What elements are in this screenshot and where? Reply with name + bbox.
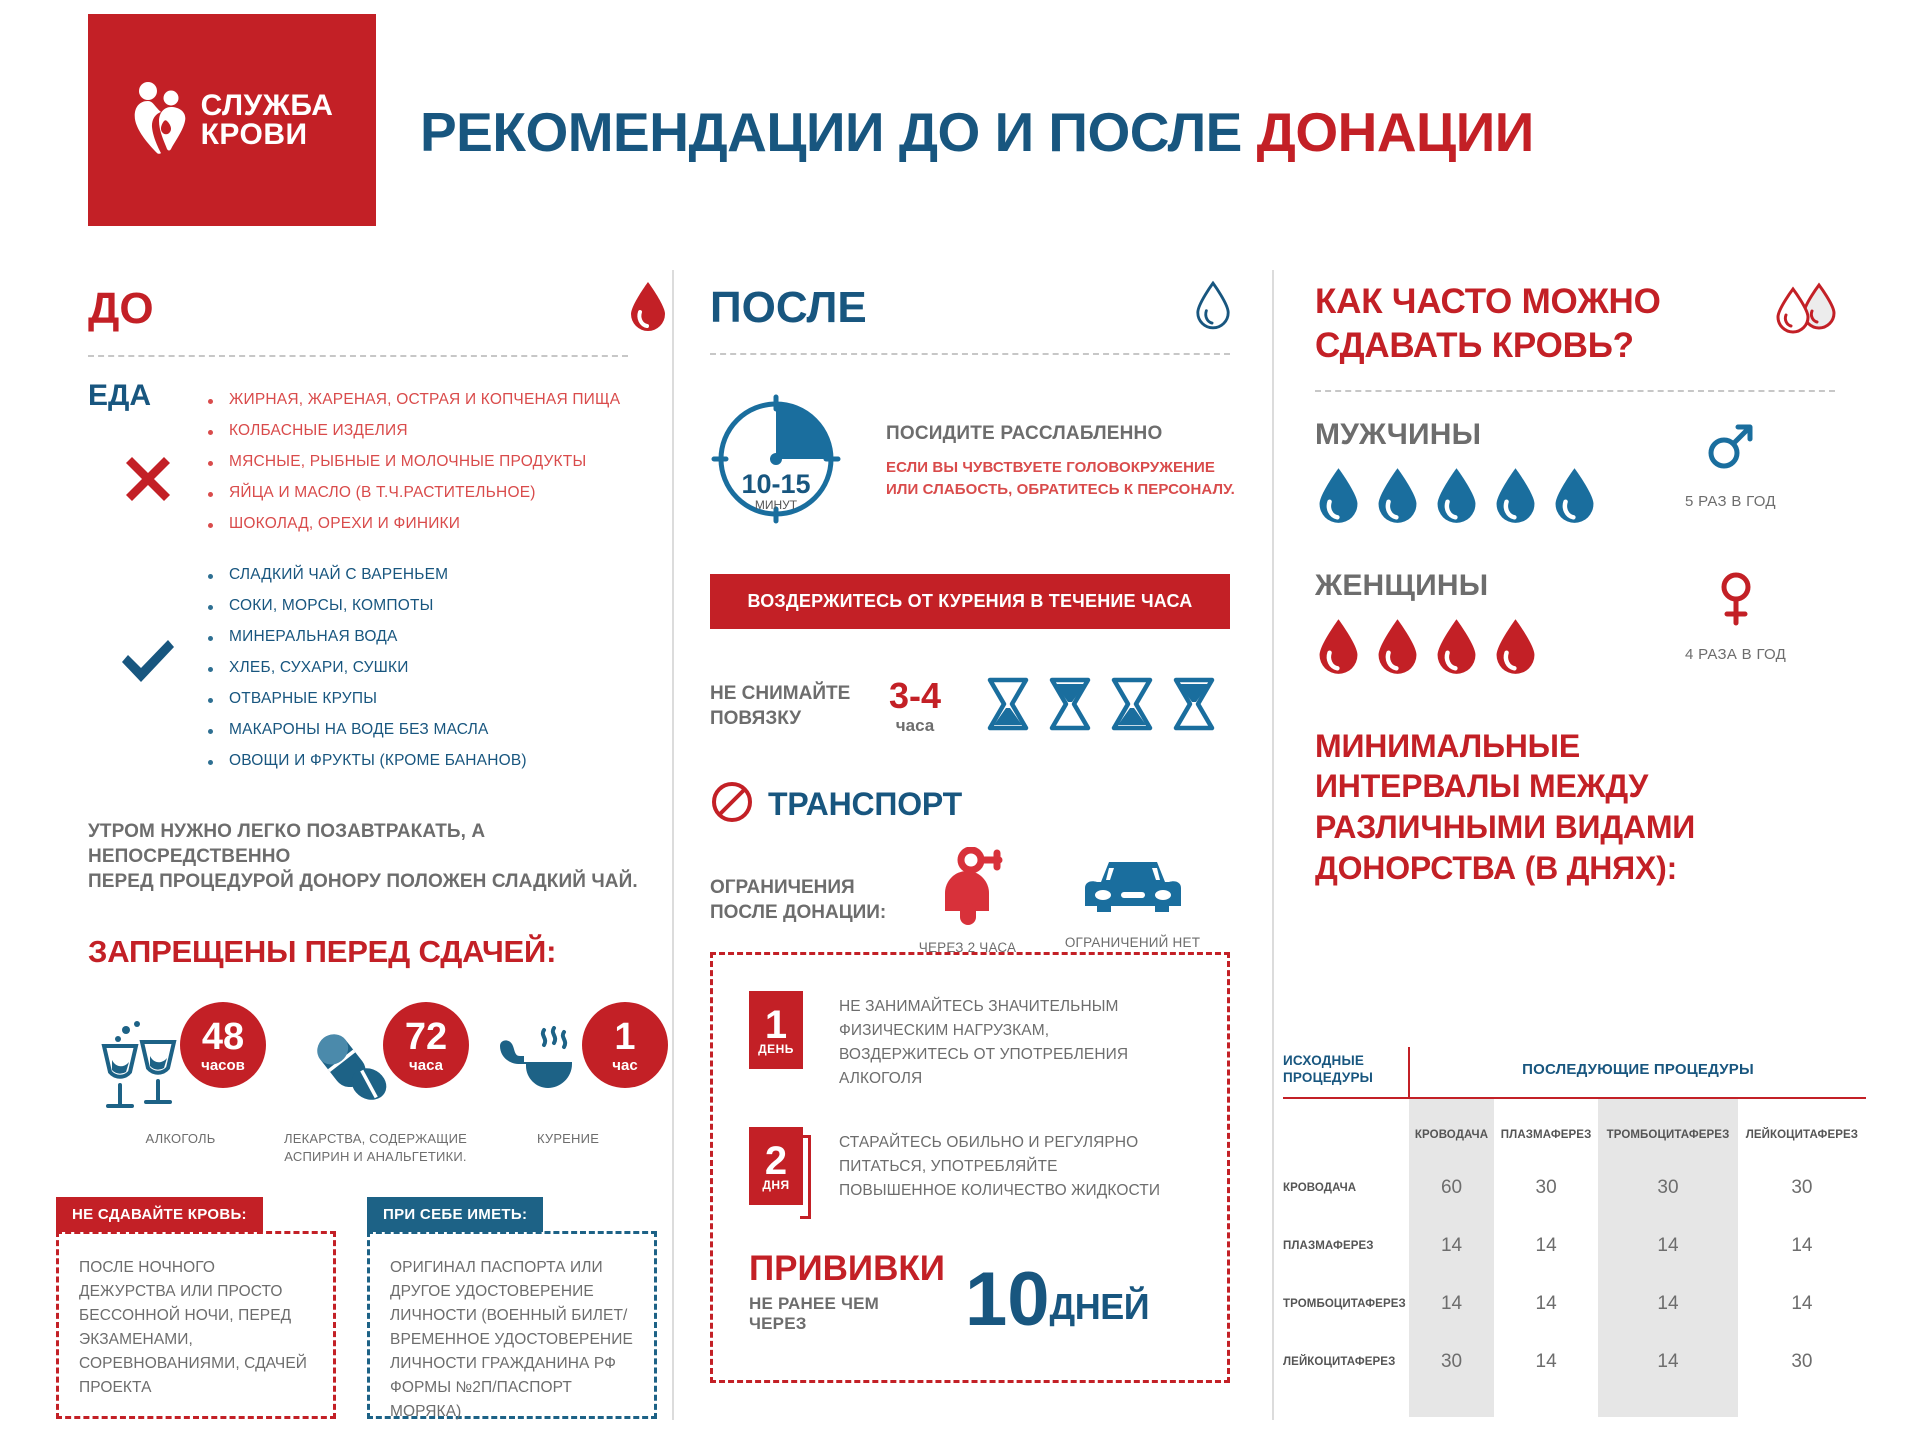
breakfast-note [88,819,688,894]
hourglass-icon [1048,677,1092,736]
before-column [88,280,688,1165]
list-item-label: СЛАДКИЙ ЧАЙ С ВАРЕНЬЕМ [229,566,449,583]
scooter-icon [890,847,1045,934]
spacer-cell [1738,1391,1866,1417]
rest-subtext [886,457,1235,501]
women-drops [1315,617,1685,680]
table-subheader-row [1283,1098,1866,1159]
table-row [1283,1159,1866,1217]
row-header: ТРОМБОЦИТАФЕРЕЗ [1283,1297,1406,1310]
dont-donate-card [56,1197,336,1419]
list-item-label: ОТВАРНЫЕ КРУПЫ [229,690,378,707]
banned-caption: КУРЕНИЕ [536,1131,600,1147]
table-cell: 14 [1791,1234,1813,1256]
bullet-dot [208,430,213,435]
women-frequency-row [1315,569,1845,680]
transport-header [710,780,1250,829]
hourglass-icon [1172,677,1216,736]
table-cell: 14 [1598,1333,1738,1391]
vehicle-caption: ЧЕРЕЗ 2 ЧАСА [918,940,1017,955]
blood-drop-icon [1315,466,1362,529]
table-cell: 30 [1598,1159,1738,1217]
vaccine-days-unit: ДНЕЙ [1049,1286,1150,1328]
female-symbol-icon [1685,571,1786,632]
male-symbol-icon [1685,420,1776,477]
dont-donate-text: ПОСЛЕ НОЧНОГО ДЕЖУРСТВА ИЛИ ПРОСТО БЕССОННОЙ НОЧИ, ПЕРЕД ЭКЗАМЕНАМИ, СОРЕВНОВАНИЯМИ, СДАЧЕЙ ПРОЕКТА [56,1231,336,1419]
column-header-krovodacha: КРОВОДАЧА [1409,1098,1494,1159]
bring-with-you-text: ОРИГИНАЛ ПАСПОРТА ИЛИ ДРУГОЕ УДОСТОВЕРЕНИЕ ЛИЧНОСТИ (ВОЕННЫЙ БИЛЕТ/ ВРЕМЕННОЕ УДОСТОВЕРЕНИЕ ЛИЧНОСТИ ГРАЖДАНИНА РФ ФОРМЫ №2П/ПАСПОРТ МОРЯКА) [367,1231,657,1419]
banned-unit: часа [409,1056,443,1074]
blood-drop-outline-icon [1194,280,1232,335]
blood-drop-icon [1374,617,1421,680]
table-cell: 60 [1409,1159,1494,1217]
after-divider [710,353,1230,355]
hourglass-icon [1110,677,1154,736]
day-1-text: НЕ ЗАНИМАЙТЕСЬ ЗНАЧИТЕЛЬНЫМ ФИЗИЧЕСКИМ НАГРУЗКАМ, ВОЗДЕРЖИТЕСЬ ОТ УПОТРЕБЛЕНИЯ АЛКОГОЛЯ [839,998,1129,1088]
table-cell: 14 [1535,1234,1557,1256]
breakfast-note-line1: УТРОМ НУЖНО ЛЕГКО ПОЗАВТРАКАТЬ, А НЕПОСРЕДСТВЕННО [88,821,486,868]
men-label: МУЖЧИНЫ [1315,417,1482,451]
list-item-label: МЯСНЫЕ, РЫБНЫЕ И МОЛОЧНЫЕ ПРОДУКТЫ [229,453,587,470]
breakfast-note-line2: ПЕРЕД ПРОЦЕДУРОЙ ДОНОРУ ПОЛОЖЕН СЛАДКИЙ ЧАЙ. [88,871,638,893]
day-badge-unit: ДЕНЬ [758,1042,794,1056]
pills-icon [309,1030,393,1113]
bandage-label-line2: ПОВЯЗКУ [710,707,802,729]
spacer-cell [1494,1391,1598,1417]
list-item-label: ОВОЩИ И ФРУКТЫ (КРОМЕ БАНАНОВ) [229,752,527,769]
bullet-dot [208,729,213,734]
banned-badge-medication [383,1002,469,1088]
svg-text:10-15: 10-15 [741,469,811,499]
bandage-hours-unit: часа [895,715,935,735]
no-entry-icon [710,780,754,829]
banned-item-alcohol [88,1002,273,1148]
transport-subtitle-line2: ПОСЛЕ ДОНАЦИИ: [710,902,887,923]
women-label: ЖЕНЩИНЫ [1315,568,1489,602]
check-icon [119,638,177,689]
list-item [208,422,620,440]
list-item [208,566,527,584]
banned-section-title: ЗАПРЕЩЕНЫ ПЕРЕД СДАЧЕЙ: [88,934,557,970]
spacer-cell [1409,1391,1494,1417]
blood-drop-icon [1374,466,1421,529]
table-cell: 30 [1791,1350,1813,1372]
svg-text:МИНУТ: МИНУТ [754,498,798,512]
list-item [208,628,527,646]
row-header-title-line1: ИСХОДНЫЕ [1283,1053,1365,1068]
list-item-label: МАКАРОНЫ НА ВОДЕ БЕЗ МАСЛА [229,721,489,738]
table-cell: 14 [1409,1275,1494,1333]
blood-drop-icon [1551,466,1598,529]
bandage-label [710,682,860,731]
transport-row [710,847,1250,955]
vaccine-days-number: 10 [965,1256,1050,1342]
rest-subtext-line2: ИЛИ СЛАБОСТЬ, ОБРАТИТЕСЬ К ПЕРСОНАЛУ. [886,480,1235,498]
vehicle-caption: ОГРАНИЧЕНИЙ НЕТ [1064,935,1201,950]
list-item [208,752,527,770]
blood-service-logo-icon [131,79,193,162]
bullet-dot [208,760,213,765]
list-item-label: ЖИРНАЯ, ЖАРЕНАЯ, ОСТРАЯ И КОПЧЕНАЯ ПИЩА [229,391,621,408]
logo-box [88,14,376,226]
banned-item-smoking [478,1002,658,1148]
day-badge-number: 1 [764,1003,788,1047]
frequency-heading-line2: СДАВАТЬ КРОВЬ? [1315,325,1634,365]
blood-drop-icon [1315,617,1362,680]
bandage-row [710,674,1250,736]
day-badge-1 [749,991,803,1069]
spacer-cell [1283,1391,1409,1417]
bullet-dot [208,461,213,466]
before-divider [88,355,628,357]
table-cell: 30 [1409,1333,1494,1391]
table-cell: 14 [1598,1217,1738,1275]
rest-row [710,393,1250,530]
food-label: ЕДА [88,379,152,412]
bullet-dot [208,399,213,404]
list-item [208,515,620,533]
smoking-pipe-icon [496,1026,582,1101]
banned-badge-smoking [582,1002,668,1088]
hourglass-group [986,677,1216,736]
banned-unit: час [612,1056,638,1074]
table-cell: 30 [1791,1176,1813,1198]
empty-corner-cell [1283,1098,1409,1159]
after-column [710,280,1250,955]
frequency-heading-line1: КАК ЧАСТО МОЖНО [1315,282,1661,321]
transport-subtitle [710,876,890,925]
blood-drop-icon [1433,617,1480,680]
clock-icon [710,393,860,530]
frequency-column [1315,280,1845,889]
women-frequency-value: 4 РАЗА В ГОД [1685,645,1787,663]
list-item-label: КОЛБАСНЫЕ ИЗДЕЛИЯ [229,422,408,439]
list-item [208,484,620,502]
cross-icon [122,453,174,510]
rest-subtext-line1: ЕСЛИ ВЫ ЧУВСТВУЕТЕ ГОЛОВОКРУЖЕНИЕ [886,458,1216,476]
banned-number: 48 [201,1015,245,1058]
transport-subtitle-line1: ОГРАНИЧЕНИЯ [710,877,855,899]
list-item-label: ШОКОЛАД, ОРЕХИ И ФИНИКИ [229,515,461,532]
bandage-label-line1: НЕ СНИМАЙТЕ [710,682,851,704]
after-heading: ПОСЛЕ [710,282,867,332]
spacer-cell [1598,1391,1738,1417]
rest-heading: ПОСИДИТЕ РАССЛАБЛЕННО [886,422,1163,444]
logo-line-1: СЛУЖБА [200,88,334,122]
day-badge-2 [749,1127,803,1205]
day-badge-unit: ДНЯ [762,1178,790,1193]
banned-caption: ЛЕКАРСТВА, СОДЕРЖАЩИЕ АСПИРИН И АНАЛЬГЕТИКИ. [283,1131,467,1164]
page-title-part1: РЕКОМЕНДАЦИИ ДО И ПОСЛЕ [420,101,1257,163]
blood-drop-icon [628,280,668,337]
bandage-hours: 3-4 [888,674,942,716]
men-frequency-value: 5 РАЗ В ГОД [1685,492,1776,510]
table-row [1283,1275,1866,1333]
allowed-food-list [208,566,527,783]
dont-donate-tag: НЕ СДАВАЙТЕ КРОВЬ: [56,1197,263,1232]
banned-item-medication [273,1002,478,1165]
logo-line-2: КРОВИ [200,118,308,151]
aftercare-day-1 [713,955,1227,1091]
page-title-part2: ДОНАЦИИ [1256,101,1534,163]
table-cell: 14 [1791,1292,1813,1314]
intervals-table-wrapper [1283,1047,1866,1417]
blood-drop-icon [1492,466,1539,529]
column-header-plazmaferez: ПЛАЗМАФЕРЕЗ [1500,1128,1592,1141]
vaccine-subtitle: НЕ РАНЕЕ ЧЕМ ЧЕРЕЗ [749,1294,879,1334]
column-header-leykocitaferez: ЛЕЙКОЦИТАФЕРЕЗ [1745,1128,1859,1141]
frequency-heading [1315,280,1661,368]
row-header: КРОВОДАЧА [1283,1181,1357,1194]
list-item-label: СОКИ, МОРСЫ, КОМПОТЫ [229,597,434,614]
bring-with-you-card [367,1197,657,1419]
row-header: ПЛАЗМАФЕРЕЗ [1283,1239,1374,1252]
aftercare-day-2 [713,1091,1227,1205]
bring-with-you-tag: ПРИ СЕБЕ ИМЕТЬ: [367,1197,543,1232]
wine-glasses-icon [96,1020,188,1117]
bullet-dot [208,636,213,641]
row-header: ЛЕЙКОЦИТАФЕРЕЗ [1283,1355,1396,1368]
table-header-row [1283,1047,1866,1098]
intervals-heading: МИНИМАЛЬНЫЕ ИНТЕРВАЛЫ МЕЖДУ РАЗЛИЧНЫМИ ВИДАМИ ДОНОРСТВА (В ДНЯХ): [1315,727,1696,887]
list-item-label: МИНЕРАЛЬНАЯ ВОДА [229,628,398,645]
list-item [208,391,620,409]
list-item-label: ЯЙЦА И МАСЛО (В Т.Ч.РАСТИТЕЛЬНОЕ) [229,484,536,501]
column-header-trombocitaferez: ТРОМБОЦИТАФЕРЕЗ [1598,1098,1738,1159]
banned-unit: часов [201,1056,245,1074]
table-footer-spacer [1283,1391,1866,1417]
blood-drop-icon [1492,617,1539,680]
list-item [208,721,527,739]
bullet-dot [208,667,213,672]
car-icon [1045,852,1220,929]
vehicle-car [1045,852,1220,950]
vehicle-scooter [890,847,1045,955]
day-2-text: СТАРАЙТЕСЬ ОБИЛЬНО И РЕГУЛЯРНО ПИТАТЬСЯ, УПОТРЕБЛЯЙТЕ ПОВЫШЕННОЕ КОЛИЧЕСТВО ЖИДКОСТИ [839,1134,1161,1200]
column-divider-2 [1272,270,1274,1420]
intervals-table [1283,1047,1866,1417]
table-row [1283,1333,1866,1391]
bullet-dot [208,574,213,579]
transport-title: ТРАНСПОРТ [768,786,962,822]
aftercare-box [710,952,1230,1383]
forbidden-food-list [208,391,620,546]
bullet-dot [208,492,213,497]
day-badge-number: 2 [764,1139,788,1184]
table-cell: 14 [1535,1292,1557,1314]
row-header-title [1283,1047,1409,1098]
list-item [208,659,527,677]
banned-items-row [88,1002,688,1165]
table-cell: 14 [1598,1275,1738,1333]
list-item [208,597,527,615]
before-heading: ДО [88,283,154,333]
day-badge-bracket [800,1135,811,1219]
vaccine-title: ПРИВИВКИ [749,1249,945,1289]
bullet-dot [208,698,213,703]
table-cell: 14 [1409,1217,1494,1275]
blood-drop-icon [1433,466,1480,529]
bullet-dot [208,605,213,610]
table-cell: 30 [1535,1176,1557,1198]
frequency-divider [1315,390,1835,392]
list-item-label: ХЛЕБ, СУХАРИ, СУШКИ [229,659,409,676]
row-header-title-line2: ПРОЦЕДУРЫ [1283,1069,1374,1085]
list-item [208,690,527,708]
table-cell: 14 [1535,1350,1557,1372]
hourglass-icon [986,677,1030,736]
smoking-banner: ВОЗДЕРЖИТЕСЬ ОТ КУРЕНИЯ В ТЕЧЕНИЕ ЧАСА [710,574,1230,629]
banned-badge-alcohol [180,1002,266,1088]
vaccination-row [713,1205,1227,1342]
bullet-dot [208,523,213,528]
men-drops [1315,466,1685,529]
column-group-title: ПОСЛЕДУЮЩИЕ ПРОЦЕДУРЫ [1409,1047,1866,1098]
two-drops-outline-icon [1773,282,1845,345]
table-row [1283,1217,1866,1275]
list-item [208,453,620,471]
banned-number: 1 [614,1015,636,1058]
men-frequency-row [1315,418,1845,529]
banned-caption: АЛКОГОЛЬ [145,1131,216,1147]
banned-number: 72 [404,1015,448,1058]
page-title [420,100,1740,164]
